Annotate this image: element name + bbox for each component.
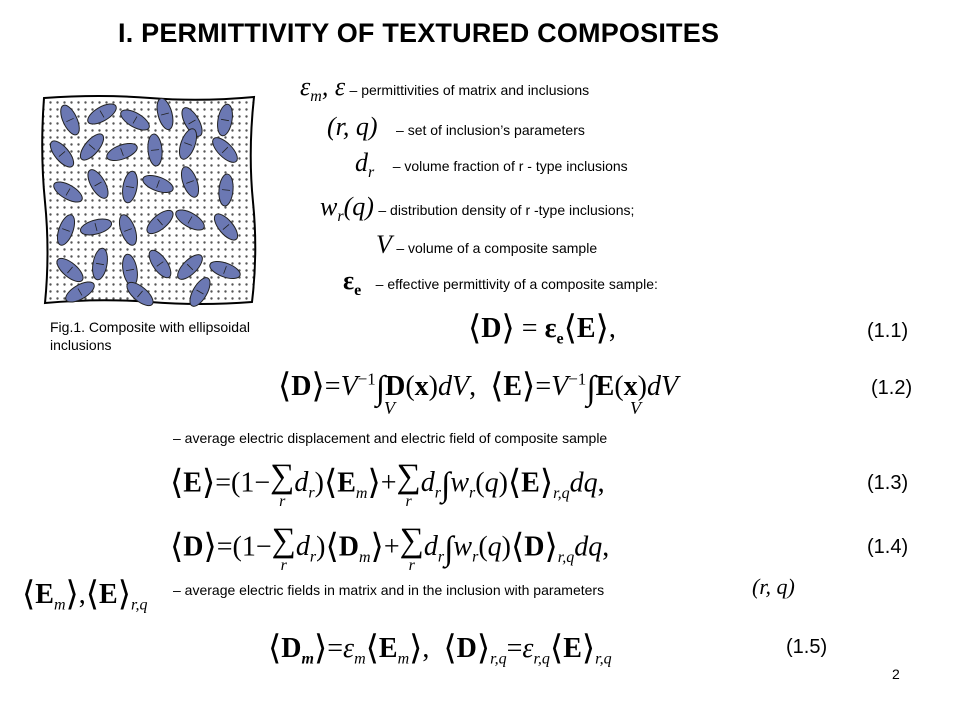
- integral-limit: V: [630, 398, 641, 418]
- def-volume: [376, 230, 597, 260]
- fields-symbols: $⟨E_m⟩,⟨E⟩_{r,q}$: [22, 576, 148, 614]
- equation-1-5: $⟨D_m⟩=\varepsilon_m⟨E_m⟩$, $⟨D⟩_{r,q}=\varepsilon_{r,q}⟨E⟩_{r,q}$: [268, 630, 612, 668]
- def-permittivities: [300, 72, 589, 106]
- def-symbol: (r, q): [327, 112, 378, 141]
- def-text: – distribution density of r -type inclusions;: [378, 202, 635, 218]
- equation-label: (1.2): [871, 377, 913, 399]
- def-effective: [343, 266, 658, 300]
- note-matrix-inclusion: – average electric fields in matrix and in the inclusion with parameters: [173, 582, 605, 598]
- def-volume-fraction: [355, 148, 628, 182]
- def-text: – volume fraction of r - type inclusions: [392, 158, 628, 174]
- note-average-fields: – average electric displacement and electric field of composite sample: [173, 430, 608, 446]
- def-symbol: V: [376, 230, 392, 259]
- def-text: – permittivities of matrix and inclusions: [349, 82, 590, 98]
- equation-1-2: $⟨D⟩=V^{-1}\int D(x)dV$, $⟨E⟩=V^{-1}\int E(x)dV$: [278, 368, 679, 407]
- equation-1-3: ⟨E⟩=(1− ∑ r $d_r)⟨E_m⟩+$ ∑ r $d_r\int w_r(q)⟨E⟩_{r,q}dq$,: [170, 458, 605, 510]
- page-number: 2: [892, 666, 900, 682]
- def-text: – volume of a composite sample: [396, 240, 598, 256]
- integral-limit: V: [384, 398, 395, 418]
- def-symbol: $d_r$: [355, 148, 375, 182]
- equation-label: (1.3): [867, 472, 909, 494]
- slide-title: I. PERMITTIVITY OF TEXTURED COMPOSITES: [118, 18, 720, 48]
- figure-caption: Fig.1. Composite with ellipsoidal inclusions: [50, 319, 250, 353]
- equation-1-4: ⟨D⟩=(1− ∑ r $d_r)⟨D_m⟩+$ ∑ r $d_r\int w_r(q)⟨D⟩_{r,q}dq$,: [170, 522, 610, 574]
- equation-label: (1.4): [867, 536, 909, 558]
- def-text: – effective permittivity of a composite sample:: [375, 276, 658, 292]
- def-text: – set of inclusion’s parameters: [396, 122, 585, 138]
- def-symbol: $w_r(q)$: [320, 192, 374, 226]
- parameters-symbol: (r, q): [752, 574, 795, 599]
- equation-1-1: ⟨D⟩ = $\varepsilon_e⟨E⟩$,: [468, 310, 616, 348]
- def-symbol: $\varepsilon_e$: [343, 266, 362, 300]
- equation-label: (1.1): [867, 320, 909, 342]
- def-symbol: $\varepsilon_m$, ε: [300, 72, 346, 106]
- def-distribution: [320, 192, 634, 226]
- equation-label: (1.5): [786, 636, 828, 658]
- def-parameters: [327, 112, 585, 142]
- composite-figure: [40, 92, 260, 307]
